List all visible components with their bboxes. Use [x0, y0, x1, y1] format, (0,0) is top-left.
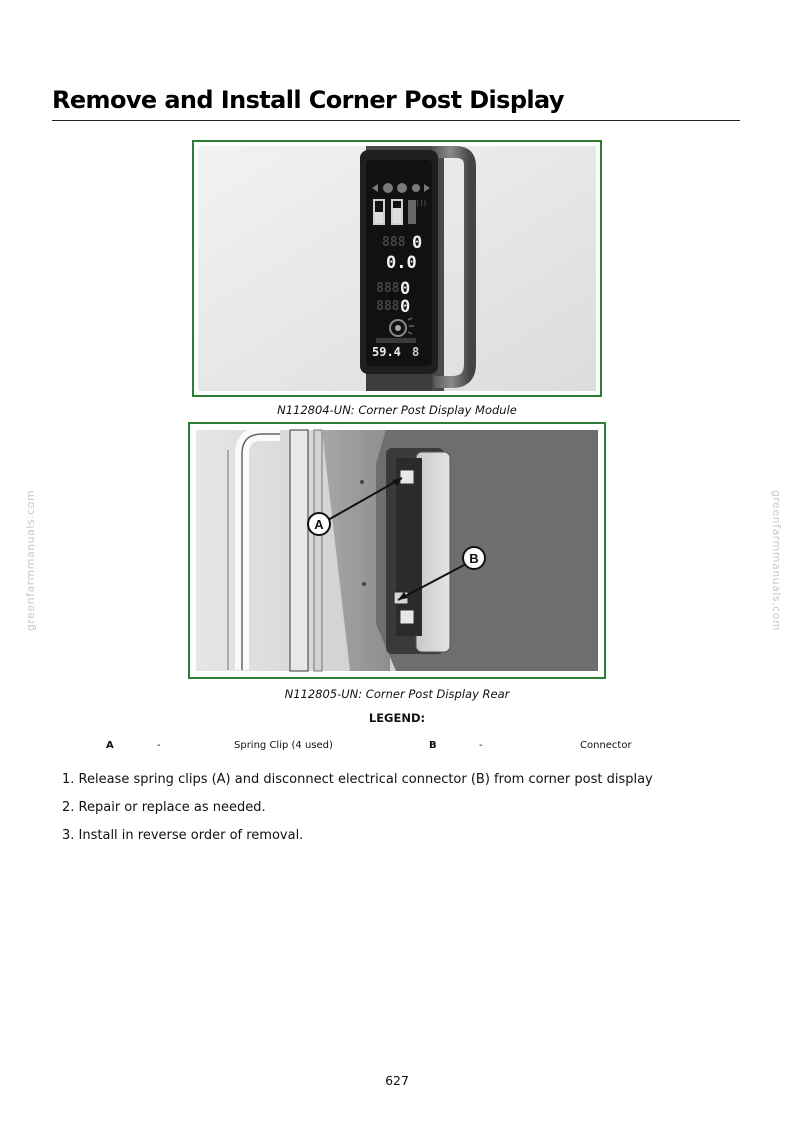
display-module-illustration [194, 142, 600, 395]
readout-row-1-digits: 888 [382, 235, 406, 250]
display-rear-illustration [190, 424, 604, 677]
figure-2-caption: N112805-UN: Corner Post Display Rear [284, 687, 510, 701]
figure-display-module [192, 140, 602, 397]
legend-description-a: Spring Clip (4 used) [234, 740, 333, 751]
figure-1-caption: N112804-UN: Corner Post Display Module [277, 403, 517, 417]
svg-text:|||: ||| [416, 200, 427, 207]
page-number: 627 [385, 1073, 409, 1088]
page-title: Remove and Install Corner Post Display [52, 86, 740, 121]
readout-row-4-digits: 888 [376, 299, 400, 314]
watermark-left: greenfarmmanuals.com [24, 489, 38, 632]
legend-key-a: A [106, 740, 114, 751]
readout-row-3-big: 0 [400, 279, 411, 299]
procedure-steps [62, 771, 653, 855]
callout-b [463, 547, 485, 569]
callout-a [308, 513, 330, 535]
step-item: 1. Release spring clips (A) and disconnect electrical connector (B) from corner post display [62, 772, 653, 787]
svg-text:A: A [314, 517, 324, 532]
legend-description-b: Connector [580, 740, 632, 751]
readout-bottom-right: 8 [412, 345, 420, 359]
readout-row-3-digits: 888 [376, 281, 400, 296]
readout-bottom-left: 59.4 [372, 345, 401, 359]
legend-key-b: B [429, 740, 437, 751]
step-item: 2. Repair or replace as needed. [62, 800, 266, 815]
watermark-right: greenfarmmanuals.com [770, 489, 784, 632]
readout-row-4-big: 0 [400, 297, 411, 317]
legend-dash-a: - [157, 740, 161, 751]
readout-row-1-big: 0 [412, 233, 423, 253]
legend-title: LEGEND: [368, 711, 426, 725]
figure-display-rear [188, 422, 606, 679]
readout-speed: 0.0 [386, 253, 417, 273]
legend-dash-b: - [479, 740, 483, 751]
svg-text:B: B [469, 551, 479, 566]
step-item: 3. Install in reverse order of removal. [62, 828, 304, 843]
